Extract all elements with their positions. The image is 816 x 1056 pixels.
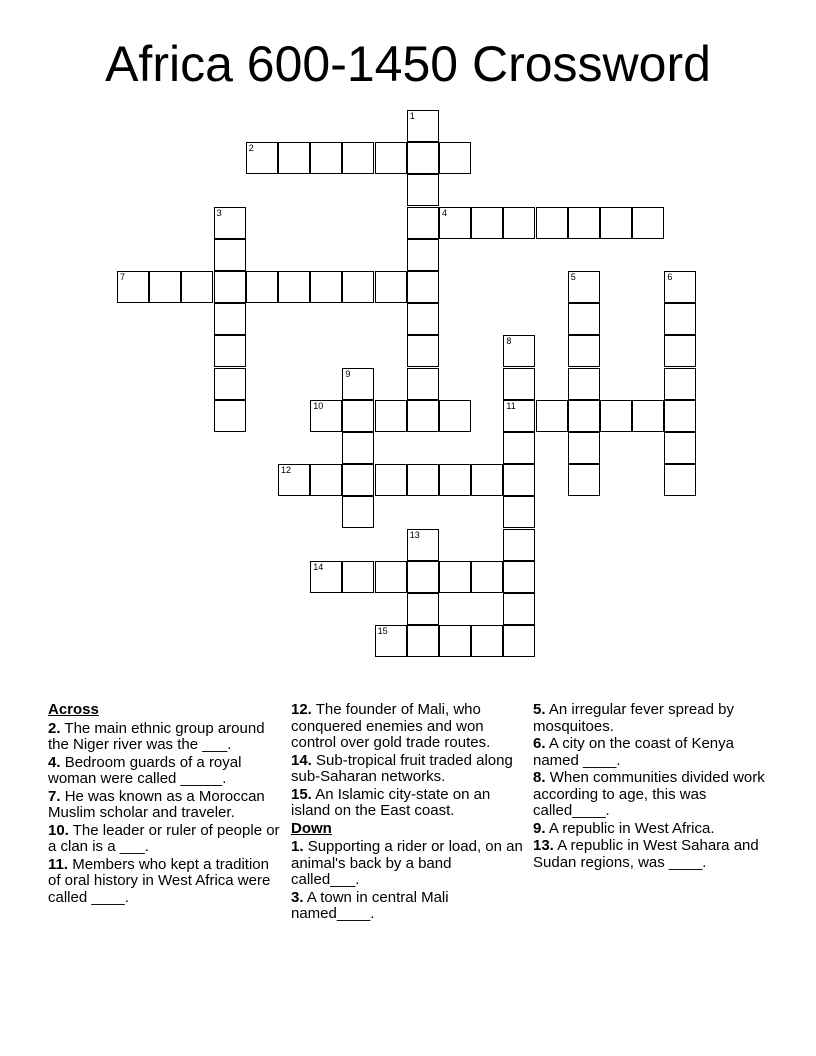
- clue-text: He was known as a Moroccan Muslim scholar and traveler.: [48, 787, 265, 821]
- grid-cell[interactable]: [342, 271, 374, 303]
- grid-cell[interactable]: [214, 207, 246, 239]
- grid-cell[interactable]: [214, 368, 246, 400]
- grid-cell[interactable]: [407, 368, 439, 400]
- grid-cell[interactable]: [439, 625, 471, 657]
- cell-number: 8: [506, 336, 512, 347]
- clue-across-15: [291, 787, 523, 820]
- clue-across-2: [48, 721, 283, 754]
- grid-cell[interactable]: [503, 464, 535, 496]
- grid-cell[interactable]: [214, 400, 246, 432]
- clue-text: The leader or ruler of people or a clan is a ___.: [48, 821, 280, 855]
- cell-number: 4: [442, 207, 448, 218]
- grid-cell[interactable]: [407, 207, 439, 239]
- cell-number: 9: [345, 368, 351, 379]
- clue-across-4: [48, 755, 283, 788]
- clue-across-14: [291, 753, 523, 786]
- grid-cell[interactable]: [407, 142, 439, 174]
- grid-cell[interactable]: [375, 625, 407, 657]
- grid-cell[interactable]: [503, 400, 535, 432]
- clue-number: 6.: [533, 735, 546, 752]
- clue-number: 8.: [533, 769, 546, 786]
- grid-cell[interactable]: [568, 400, 600, 432]
- clue-across-10: [48, 823, 283, 856]
- grid-cell[interactable]: [407, 303, 439, 335]
- clue-number: 13.: [533, 837, 554, 854]
- grid-cell[interactable]: [568, 207, 600, 239]
- grid-cell[interactable]: [310, 142, 342, 174]
- clue-number: 15.: [291, 785, 312, 803]
- cell-number: 1: [409, 111, 415, 121]
- grid-cell[interactable]: [503, 625, 535, 657]
- clue-number: 5.: [533, 701, 546, 718]
- grid-cell[interactable]: [439, 561, 471, 593]
- grid-cell[interactable]: [568, 271, 600, 303]
- grid-cell[interactable]: [342, 496, 374, 528]
- clue-number: 11.: [48, 855, 69, 873]
- cell-number: 13: [409, 529, 420, 540]
- grid-cell[interactable]: [342, 400, 374, 432]
- cell-number: 6: [667, 272, 673, 282]
- grid-cell[interactable]: [664, 335, 696, 367]
- grid-cell[interactable]: [149, 271, 181, 303]
- grid-cell[interactable]: [439, 400, 471, 432]
- grid-cell[interactable]: [568, 464, 600, 496]
- grid-cell[interactable]: [407, 335, 439, 367]
- grid-cell[interactable]: [117, 271, 149, 303]
- grid-cell[interactable]: [568, 368, 600, 400]
- grid-cell[interactable]: [342, 432, 374, 464]
- clue-text: Members who kept a tradition of oral history in West Africa were called ____.: [48, 855, 271, 906]
- grid-cell[interactable]: [503, 561, 535, 593]
- clue-number: 14.: [291, 751, 312, 769]
- grid-cell[interactable]: [503, 368, 535, 400]
- grid-cell[interactable]: [632, 207, 664, 239]
- clue-number: 3.: [291, 888, 304, 906]
- grid-cell[interactable]: [214, 303, 246, 335]
- grid-cell[interactable]: [407, 625, 439, 657]
- grid-cell[interactable]: [407, 464, 439, 496]
- across-heading: Across: [48, 701, 99, 718]
- grid-cell[interactable]: [407, 110, 439, 142]
- grid-cell[interactable]: [536, 400, 568, 432]
- grid-cell[interactable]: [310, 464, 342, 496]
- grid-cell[interactable]: [471, 625, 503, 657]
- grid-cell[interactable]: [536, 207, 568, 239]
- clue-down-9: [533, 821, 769, 838]
- cell-number: 14: [313, 561, 324, 572]
- grid-cell[interactable]: [600, 400, 632, 432]
- grid-cell[interactable]: [471, 207, 503, 239]
- clue-text: The main ethnic group around the Niger river was the ___.: [48, 719, 265, 753]
- grid-cell[interactable]: [246, 142, 278, 174]
- grid-cell[interactable]: [503, 593, 535, 625]
- page-title: Africa 600-1450 Crossword: [105, 36, 711, 92]
- clue-down-3: [291, 890, 523, 923]
- grid-cell[interactable]: [310, 400, 342, 432]
- grid-cell[interactable]: [214, 271, 246, 303]
- clue-number: 2.: [48, 719, 61, 737]
- clue-text: A republic in West Sahara and Sudan regions, was ____.: [533, 837, 759, 871]
- grid-cell[interactable]: [407, 239, 439, 271]
- grid-cell[interactable]: [503, 529, 535, 561]
- clue-down-5: [533, 702, 769, 735]
- grid-cell[interactable]: [407, 529, 439, 561]
- cell-number: 7: [120, 272, 126, 282]
- grid-cell[interactable]: [664, 432, 696, 464]
- clue-text: A town in central Mali named____.: [291, 888, 449, 922]
- grid-cell[interactable]: [632, 400, 664, 432]
- clue-number: 10.: [48, 821, 69, 839]
- clue-down-1: [291, 839, 523, 889]
- grid-cell[interactable]: [407, 174, 439, 206]
- clue-text: Bedroom guards of a royal woman were called _____.: [48, 753, 242, 787]
- clue-text: An Islamic city-state on an island on the East coast.: [291, 785, 491, 819]
- grid-cell[interactable]: [568, 432, 600, 464]
- clue-number: 9.: [533, 819, 546, 837]
- clue-number: 12.: [291, 701, 312, 718]
- grid-cell[interactable]: [246, 271, 278, 303]
- grid-cell[interactable]: [471, 561, 503, 593]
- clue-text: A city on the coast of Kenya named ____.: [533, 735, 734, 769]
- grid-cell[interactable]: [664, 400, 696, 432]
- clue-text: A republic in West Africa.: [548, 819, 715, 837]
- grid-cell[interactable]: [407, 400, 439, 432]
- grid-cell[interactable]: [375, 271, 407, 303]
- clue-text: An irregular fever spread by mosquitoes.: [533, 701, 734, 735]
- clue-down-8: [533, 770, 769, 820]
- grid-cell[interactable]: [439, 142, 471, 174]
- grid-cell[interactable]: [439, 464, 471, 496]
- grid-cell[interactable]: [342, 464, 374, 496]
- clue-down-13: [533, 838, 769, 871]
- grid-cell[interactable]: [375, 464, 407, 496]
- grid-cell[interactable]: [568, 335, 600, 367]
- grid-cell[interactable]: [278, 464, 310, 496]
- clue-text: When communities divided work according to age, this was called____.: [533, 769, 765, 819]
- grid-cell[interactable]: [503, 432, 535, 464]
- down-heading: Down: [291, 819, 332, 837]
- grid-cell[interactable]: [342, 142, 374, 174]
- clue-number: 7.: [48, 787, 61, 805]
- grid-cell[interactable]: [664, 464, 696, 496]
- grid-cell[interactable]: [278, 271, 310, 303]
- grid-cell[interactable]: [503, 335, 535, 367]
- grid-cell[interactable]: [407, 271, 439, 303]
- grid-cell[interactable]: [375, 400, 407, 432]
- grid-cell[interactable]: [407, 593, 439, 625]
- grid-cell[interactable]: [342, 561, 374, 593]
- grid-cell[interactable]: [568, 303, 600, 335]
- cell-number: 5: [570, 272, 576, 282]
- cell-number: 10: [313, 400, 324, 411]
- grid-cell[interactable]: [375, 142, 407, 174]
- grid-cell[interactable]: [342, 368, 374, 400]
- grid-cell[interactable]: [664, 271, 696, 303]
- clue-across-7: [48, 789, 283, 822]
- clue-number: 1.: [291, 838, 304, 855]
- clues-column-2: [291, 702, 523, 924]
- cell-number: 3: [216, 207, 222, 218]
- cell-number: 11: [506, 400, 516, 411]
- clue-down-6: [533, 736, 769, 769]
- grid-cell[interactable]: [310, 561, 342, 593]
- grid-cell[interactable]: [181, 271, 213, 303]
- grid-cell[interactable]: [407, 561, 439, 593]
- clue-text: Supporting a rider or load, on an animal's back by a band called___.: [291, 838, 523, 888]
- clue-number: 4.: [48, 753, 61, 771]
- cell-number: 15: [377, 626, 388, 637]
- clue-text: The founder of Mali, who conquered enemies and won control over gold trade routes.: [291, 701, 491, 751]
- grid-cell[interactable]: [375, 561, 407, 593]
- cell-number: 12: [281, 465, 292, 476]
- grid-cell[interactable]: [503, 496, 535, 528]
- cell-number: 2: [248, 143, 254, 154]
- clues-column-1: [48, 702, 283, 907]
- grid-cell[interactable]: [503, 207, 535, 239]
- grid-cell[interactable]: [664, 303, 696, 335]
- grid-cell[interactable]: [214, 239, 246, 271]
- grid-cell[interactable]: [439, 207, 471, 239]
- clue-text: Sub-tropical fruit traded along sub-Saharan networks.: [291, 751, 513, 785]
- clue-across-11: [48, 857, 283, 907]
- clue-across-12: [291, 702, 523, 752]
- grid-cell[interactable]: [278, 142, 310, 174]
- grid-cell[interactable]: [214, 335, 246, 367]
- grid-cell[interactable]: [471, 464, 503, 496]
- grid-cell[interactable]: [310, 271, 342, 303]
- clues-column-3: [533, 702, 769, 872]
- grid-cell[interactable]: [600, 207, 632, 239]
- grid-cell[interactable]: [664, 368, 696, 400]
